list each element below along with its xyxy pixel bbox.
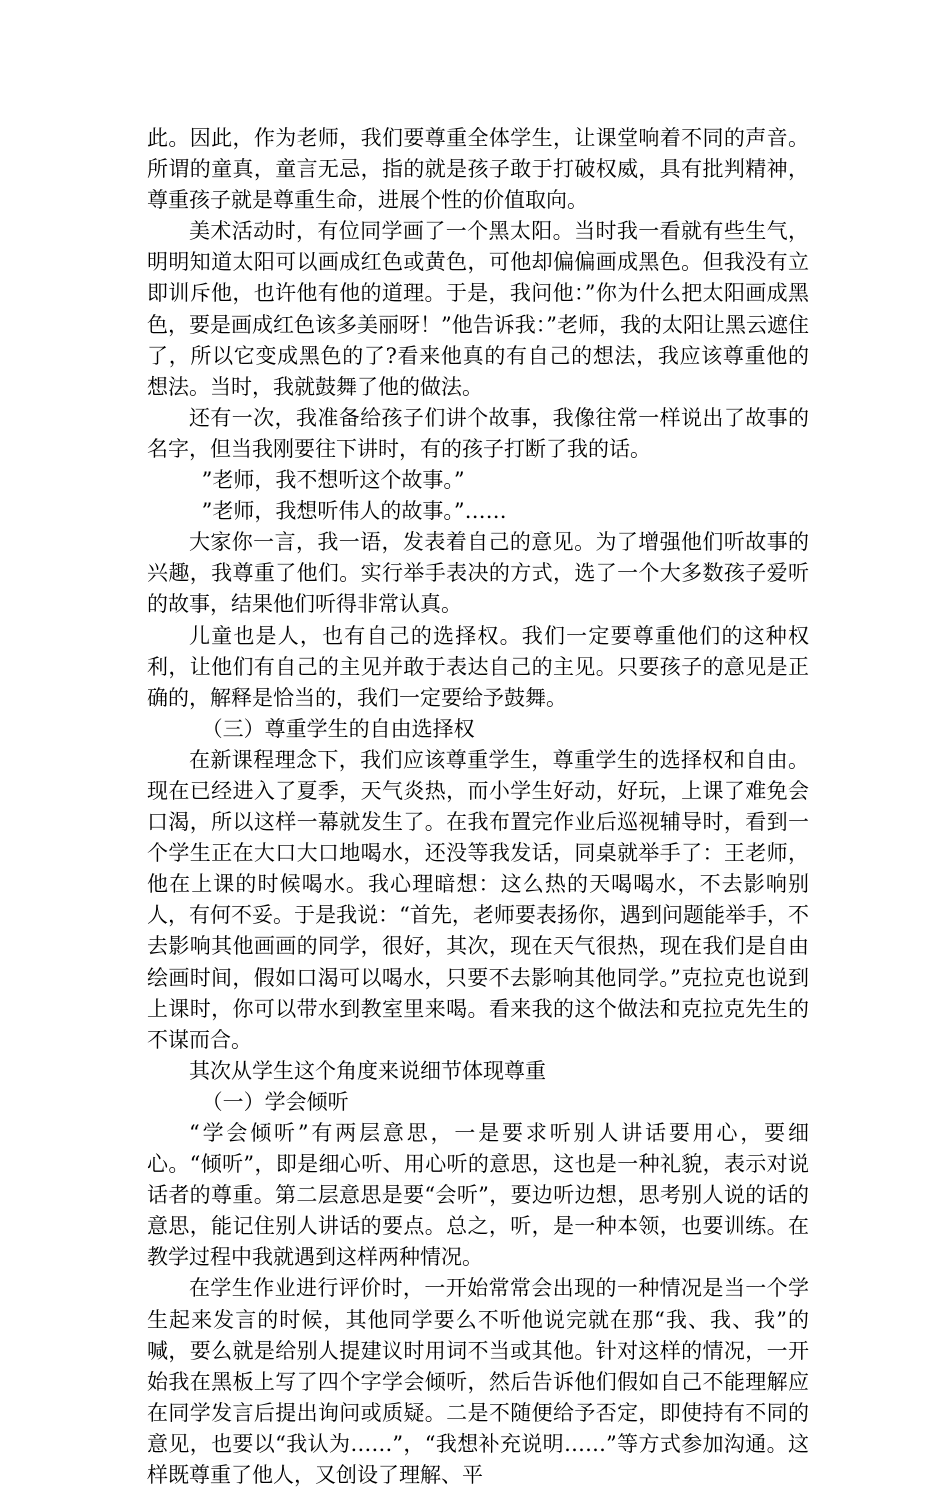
paragraph-black-sun: 美术活动时，有位同学画了一个黑太阳。当时我一看就有些生气，明明知道太阳可以画成红色或黄色，可他却偏偏画成黑色。但我没有立即训斥他，也许他有他的道理。于是，我问他：”你为什么把太阳画成黑色，要是画成红色该多美丽呀！”他告诉我：”老师，我的太阳让黑云遮住了，所以它变成黑色的了?看来他真的有自己的想法，我应该尊重他的想法。当时，我就鼓舞了他的做法。 — [147, 219, 809, 399]
paragraph-listening: “学会倾听”有两层意思，一是要求听别人讲话要用心，要细心。“倾听”，即是细心听、用心听的意思，这也是一种礼貌，表示对说话者的尊重。第二层意思是要“会听”，要边听边想，思考别人说的话的意思，能记住别人讲话的要点。总之，听，是一种本领，也要训练。在教学过程中我就遇到这样两种情况。 — [147, 1121, 809, 1270]
paragraph-evaluation: 在学生作业进行评价时，一开始常常会出现的一种情况是当一个学生起来发言的时候，其他同学要么不听他说完就在那“我、我、我”的喊，要么就是给别人提建议时用词不当或其他。针对这样的情况，一开始我在黑板上写了四个字学会倾听，然后告诉他们假如自己不能理解应在同学发言后提出询问或质疑。二是不随便给予否定，即使持有不同的意见，也要以“我认为……”，“我想补充说明……”等方式参加沟通。这样既尊重了他人，又创设了理解、平 — [147, 1276, 809, 1488]
dialog-line-1: ”老师，我不想听这个故事。” — [201, 468, 465, 493]
paragraph-free-choice: 在新课程理念下，我们应该尊重学生，尊重学生的选择权和自由。现在已经进入了夏季，天气炎热，而小学生好动，好玩，上课了难免会口渴，所以这样一幕就发生了。在我布置完作业后巡视辅导时，看到一个学生正在大口大口地喝水，还没等我发话，同桌就举手了：王老师，他在上课的时候喝水。我心理暗想：这么热的天喝喝水，不去影响别人，有何不妥。于是我说：“首先，老师要表扬你，遇到问题能举手，不去影响其他画画的同学，很好，其次，现在天气很热，现在我们是自由绘画时间，假如口渴可以喝水，只要不去影响其他同学。”克拉克也说到上课时，你可以带水到教室里来喝。看来我的这个做法和克拉克先生的不谋而合。 — [147, 747, 809, 1052]
section-heading-1: （一）学会倾听 — [201, 1089, 349, 1114]
section-heading-3: （三）尊重学生的自由选择权 — [201, 716, 475, 741]
paragraph-children-rights: 儿童也是人，也有自己的选择权。我们一定要尊重他们的这种权利，让他们有自己的主见并敢于表达自己的主见。只要孩子的意见是正确的，解释是恰当的，我们一定要给予鼓舞。 — [147, 623, 809, 710]
dialog-line-2: ”老师，我想听伟人的故事。”…… — [201, 499, 507, 524]
paragraph-student-perspective: 其次从学生这个角度来说细节体现尊重 — [189, 1058, 546, 1083]
paragraph-story-time: 还有一次，我准备给孩子们讲个故事，我像往常一样说出了故事的名字，但当我刚要往下讲时，有的孩子打断了我的话。 — [147, 405, 809, 461]
paragraph-vote: 大家你一言，我一语，发表着自己的意见。为了增强他们听故事的兴趣，我尊重了他们。实行举手表决的方式，选了一个大多数孩子爱听的故事，结果他们听得非常认真。 — [147, 530, 809, 617]
paragraph-continuation: 此。因此，作为老师，我们要尊重全体学生，让课堂响着不同的声音。所谓的童真，童言无忌，指的就是孩子敢于打破权威，具有批判精神，尊重孩子就是尊重生命，进展个性的价值取向。 — [147, 126, 809, 213]
document-body — [147, 123, 809, 1491]
